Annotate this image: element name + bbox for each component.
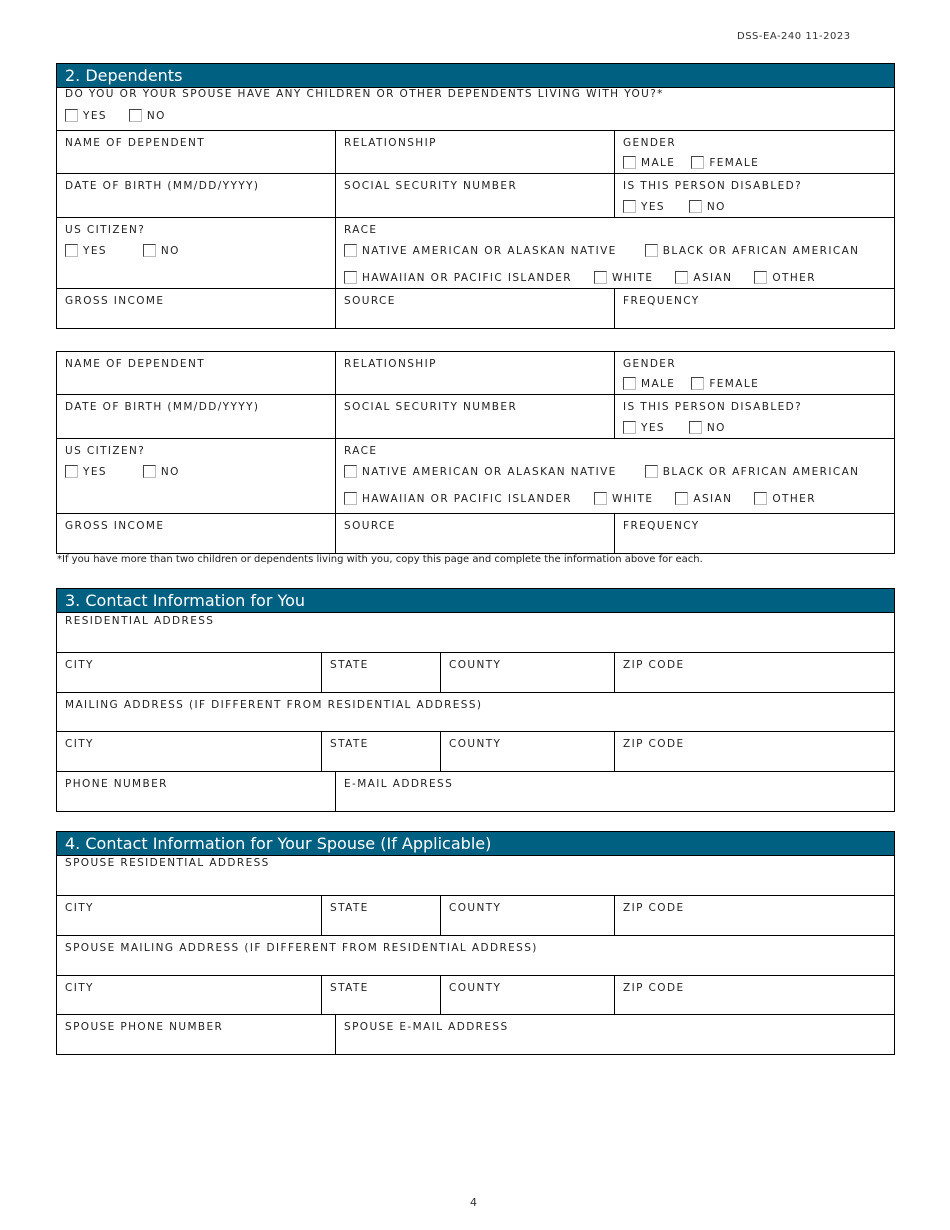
checkbox-icon[interactable] xyxy=(675,492,688,505)
dependent-1-citizen-yes[interactable]: YES xyxy=(65,244,107,257)
dependent-1-dob-row xyxy=(57,174,894,218)
dependent-1-disabled-yes[interactable]: YES xyxy=(623,200,665,213)
dependents-yes-option[interactable]: YES xyxy=(65,109,107,122)
mailing-address-field[interactable]: MAILING ADDRESS (IF DIFFERENT FROM RESIDENTIAL ADDRESS) xyxy=(65,699,483,711)
spouse-residential-city-field[interactable]: CITY xyxy=(57,896,322,935)
dependent-2-citizen-no[interactable]: NO xyxy=(143,465,180,478)
dependent-2-block xyxy=(56,351,895,554)
dependent-1-income-field[interactable]: GROSS INCOME xyxy=(57,289,336,328)
residential-city-field[interactable]: CITY xyxy=(57,653,322,692)
checkbox-icon[interactable] xyxy=(754,271,767,284)
checkbox-icon[interactable] xyxy=(65,465,78,478)
spouse-phone-row xyxy=(57,1015,894,1054)
spouse-residential-state-field[interactable]: STATE xyxy=(322,896,441,935)
checkbox-icon[interactable] xyxy=(754,492,767,505)
contact-section xyxy=(56,588,895,812)
checkbox-icon[interactable] xyxy=(65,109,78,122)
mailing-zip-field[interactable]: ZIP CODE xyxy=(623,738,685,750)
dependent-1-gender-field: GENDER MALE FEMALE xyxy=(623,137,760,169)
contact-city-row-2 xyxy=(57,732,894,772)
dependent-1-race-field: RACE NATIVE AMERICAN OR ALASKAN NATIVE BLACK OR AFRICAN AMERICAN HAWAIIAN OR PACIFIC ISLANDER WHITE ASIAN OTHER xyxy=(344,224,860,284)
checkbox-icon[interactable] xyxy=(675,271,688,284)
residential-address-field[interactable]: RESIDENTIAL ADDRESS xyxy=(65,615,215,627)
email-field[interactable]: E-MAIL ADDRESS xyxy=(344,778,454,790)
dependent-2-race-black[interactable]: BLACK OR AFRICAN AMERICAN xyxy=(645,465,860,478)
dependent-2-female-option[interactable]: FEMALE xyxy=(691,377,759,390)
footnote: *If you have more than two children or dependents living with you, copy this page and complete the information above for each. xyxy=(57,554,703,565)
spouse-residential-row xyxy=(57,856,894,896)
checkbox-icon[interactable] xyxy=(344,244,357,257)
dependent-1-race-hawaiian[interactable]: HAWAIIAN OR PACIFIC ISLANDER xyxy=(344,271,572,284)
section-title-contact: 3. Contact Information for You xyxy=(57,589,894,613)
checkbox-icon[interactable] xyxy=(645,244,658,257)
spouse-mailing-county-field[interactable]: COUNTY xyxy=(441,976,615,1014)
checkbox-icon[interactable] xyxy=(623,421,636,434)
checkbox-icon[interactable] xyxy=(65,244,78,257)
dependent-2-citizen-yes[interactable]: YES xyxy=(65,465,107,478)
checkbox-icon[interactable] xyxy=(691,156,704,169)
mailing-state-field[interactable]: STATE xyxy=(322,732,441,771)
checkbox-icon[interactable] xyxy=(623,156,636,169)
spouse-city-row-2 xyxy=(57,976,894,1015)
dependent-2-male-option[interactable]: MALE xyxy=(623,377,675,390)
checkbox-icon[interactable] xyxy=(645,465,658,478)
dependent-1-male-option[interactable]: MALE xyxy=(623,156,675,169)
spouse-residential-zip-field[interactable]: ZIP CODE xyxy=(623,902,685,914)
dependent-1-ssn-field[interactable]: SOCIAL SECURITY NUMBER xyxy=(336,174,615,217)
spouse-mailing-zip-field[interactable]: ZIP CODE xyxy=(623,982,685,994)
dependent-2-dob-row xyxy=(57,395,894,439)
dependent-2-name-row xyxy=(57,352,894,395)
dependent-2-race-white[interactable]: WHITE xyxy=(594,492,653,505)
dependent-2-disabled-yes[interactable]: YES xyxy=(623,421,665,434)
dependent-2-citizen-race-row xyxy=(57,439,894,514)
checkbox-icon[interactable] xyxy=(689,200,702,213)
dependents-question-row xyxy=(57,88,894,131)
dependent-2-dob-field[interactable]: DATE OF BIRTH (MM/DD/YYYY) xyxy=(57,395,336,438)
dependent-2-citizen-field: US CITIZEN? YES NO xyxy=(57,439,336,513)
dependent-2-race-hawaiian[interactable]: HAWAIIAN OR PACIFIC ISLANDER xyxy=(344,492,572,505)
residential-zip-field[interactable]: ZIP CODE xyxy=(623,659,685,671)
mailing-county-field[interactable]: COUNTY xyxy=(441,732,615,771)
contact-phone-row xyxy=(57,772,894,811)
dependents-section xyxy=(56,63,895,329)
dependent-2-source-field[interactable]: SOURCE xyxy=(336,514,615,553)
mailing-city-field[interactable]: CITY xyxy=(57,732,322,771)
checkbox-icon[interactable] xyxy=(623,200,636,213)
dependent-1-name-row xyxy=(57,131,894,174)
dependent-2-name-field[interactable]: NAME OF DEPENDENT xyxy=(57,352,336,394)
dependent-2-race-asian[interactable]: ASIAN xyxy=(675,492,732,505)
dependent-1-citizen-race-row xyxy=(57,218,894,289)
dependent-1-relationship-field[interactable]: RELATIONSHIP xyxy=(336,131,615,173)
spouse-section xyxy=(56,831,895,1055)
dependent-1-frequency-field[interactable]: FREQUENCY xyxy=(623,295,700,307)
dependent-1-race-black[interactable]: BLACK OR AFRICAN AMERICAN xyxy=(645,244,860,257)
dependent-2-gender-field: GENDER MALE FEMALE xyxy=(623,358,760,390)
dependent-2-disabled-field: IS THIS PERSON DISABLED? YES NO xyxy=(623,401,803,434)
dependent-2-income-field[interactable]: GROSS INCOME xyxy=(57,514,336,553)
dependent-1-name-field[interactable]: NAME OF DEPENDENT xyxy=(57,131,336,173)
residential-state-field[interactable]: STATE xyxy=(322,653,441,692)
spouse-city-row-1 xyxy=(57,896,894,936)
dependent-1-race-other[interactable]: OTHER xyxy=(754,271,816,284)
spouse-residential-county-field[interactable]: COUNTY xyxy=(441,896,615,935)
checkbox-icon[interactable] xyxy=(344,465,357,478)
checkbox-icon[interactable] xyxy=(143,244,156,257)
contact-residential-row xyxy=(57,613,894,653)
checkbox-icon[interactable] xyxy=(594,271,607,284)
page-number: 4 xyxy=(470,1196,477,1209)
checkbox-icon[interactable] xyxy=(691,377,704,390)
contact-city-row-1 xyxy=(57,653,894,693)
contact-mailing-row xyxy=(57,693,894,732)
checkbox-icon[interactable] xyxy=(129,109,142,122)
dependent-2-disabled-no[interactable]: NO xyxy=(689,421,726,434)
spouse-mailing-state-field[interactable]: STATE xyxy=(322,976,441,1014)
spouse-phone-field[interactable]: SPOUSE PHONE NUMBER xyxy=(57,1015,336,1054)
dependent-1-source-field[interactable]: SOURCE xyxy=(336,289,615,328)
checkbox-icon[interactable] xyxy=(143,465,156,478)
checkbox-icon[interactable] xyxy=(594,492,607,505)
dependent-2-ssn-field[interactable]: SOCIAL SECURITY NUMBER xyxy=(336,395,615,438)
checkbox-icon[interactable] xyxy=(623,377,636,390)
residential-county-field[interactable]: COUNTY xyxy=(441,653,615,692)
dependent-1-race-asian[interactable]: ASIAN xyxy=(675,271,732,284)
dependent-2-race-native[interactable]: NATIVE AMERICAN OR ALASKAN NATIVE xyxy=(344,465,617,478)
checkbox-icon[interactable] xyxy=(689,421,702,434)
dependent-2-race-field: RACE NATIVE AMERICAN OR ALASKAN NATIVE BLACK OR AFRICAN AMERICAN HAWAIIAN OR PACIFIC ISLANDER WHITE ASIAN OTHER xyxy=(344,445,860,505)
spouse-email-field[interactable]: SPOUSE E-MAIL ADDRESS xyxy=(344,1021,509,1033)
dependent-1-dob-field[interactable]: DATE OF BIRTH (MM/DD/YYYY) xyxy=(57,174,336,217)
dependent-1-disabled-no[interactable]: NO xyxy=(689,200,726,213)
dependent-1-disabled-field: IS THIS PERSON DISABLED? YES NO xyxy=(623,180,803,213)
dependent-2-frequency-field[interactable]: FREQUENCY xyxy=(623,520,700,532)
dependents-no-option[interactable]: NO xyxy=(129,109,166,122)
phone-field[interactable]: PHONE NUMBER xyxy=(57,772,336,811)
section-title-spouse: 4. Contact Information for Your Spouse (If Applicable) xyxy=(57,832,894,856)
dependent-1-citizen-no[interactable]: NO xyxy=(143,244,180,257)
dependent-1-race-native[interactable]: NATIVE AMERICAN OR ALASKAN NATIVE xyxy=(344,244,617,257)
checkbox-icon[interactable] xyxy=(344,271,357,284)
spouse-mailing-city-field[interactable]: CITY xyxy=(57,976,322,1014)
spouse-mailing-address-field[interactable]: SPOUSE MAILING ADDRESS (IF DIFFERENT FROM RESIDENTIAL ADDRESS) xyxy=(65,942,538,954)
dependent-1-race-white[interactable]: WHITE xyxy=(594,271,653,284)
dependent-1-income-row xyxy=(57,289,894,328)
section-title-dependents: 2. Dependents xyxy=(57,64,894,88)
dependent-2-relationship-field[interactable]: RELATIONSHIP xyxy=(336,352,615,394)
dependent-2-race-other[interactable]: OTHER xyxy=(754,492,816,505)
dependent-2-income-row xyxy=(57,514,894,553)
checkbox-icon[interactable] xyxy=(344,492,357,505)
dependent-1-citizen-field: US CITIZEN? YES NO xyxy=(57,218,336,288)
dependent-1-female-option[interactable]: FEMALE xyxy=(691,156,759,169)
spouse-mailing-row xyxy=(57,936,894,976)
dependents-question: DO YOU OR YOUR SPOUSE HAVE ANY CHILDREN OR OTHER DEPENDENTS LIVING WITH YOU?* xyxy=(65,88,664,100)
form-id: DSS-EA-240 11-2023 xyxy=(737,31,851,42)
spouse-residential-address-field[interactable]: SPOUSE RESIDENTIAL ADDRESS xyxy=(65,857,270,869)
